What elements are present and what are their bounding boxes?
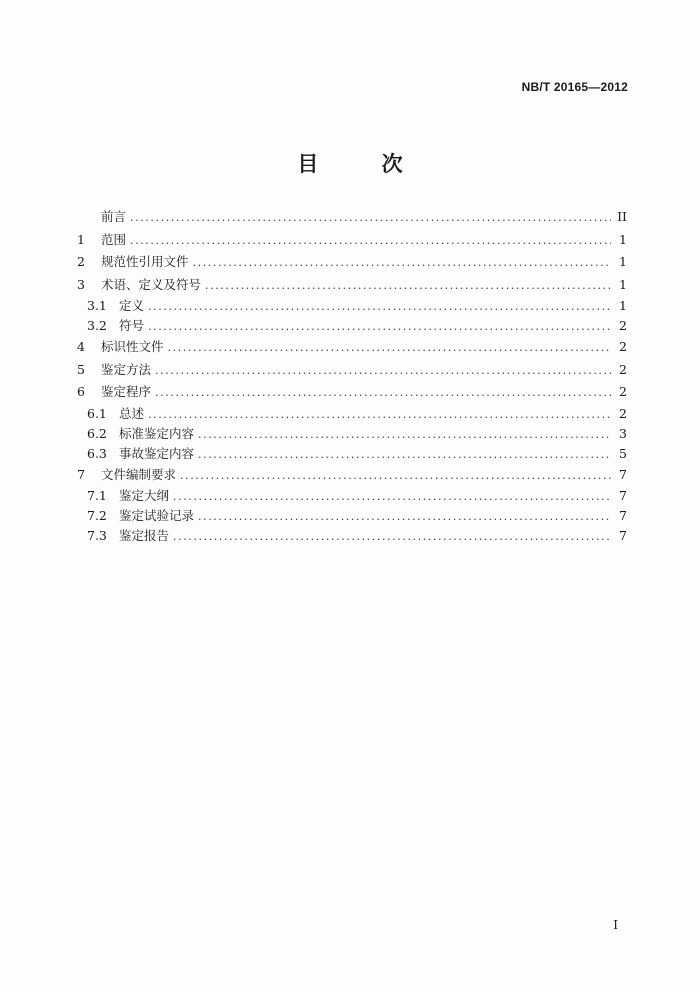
- toc-entry-label: 术语、定义及符号: [101, 276, 202, 292]
- toc-entry-page: 2: [619, 339, 627, 354]
- toc-entry[interactable]: [77, 486, 627, 506]
- toc-entry-number: 3.2: [87, 318, 107, 333]
- toc-dot-leader: [198, 425, 611, 445]
- page-number: I: [613, 918, 618, 932]
- toc-dot-leader: [148, 297, 611, 317]
- toc-entry-label: 前言: [101, 209, 127, 224]
- toc-entry-number: 7: [77, 466, 85, 482]
- toc-dot-leader: [155, 382, 611, 405]
- toc-entry-number: 6: [77, 384, 85, 399]
- toc-entry-number: 6.3: [87, 445, 107, 461]
- toc-entry-label: 定义: [119, 298, 145, 313]
- toc-entry-label: 鉴定试验记录: [119, 508, 195, 523]
- toc-entry-label: 符号: [119, 318, 145, 333]
- toc-entry[interactable]: [77, 296, 627, 316]
- toc-entry-page: II: [617, 209, 627, 224]
- toc-entry-label: 鉴定报告: [119, 528, 170, 543]
- toc-dot-leader: [130, 207, 611, 230]
- toc-entry-page: 1: [619, 276, 627, 292]
- toc-dot-leader: [198, 445, 611, 465]
- toc-entry[interactable]: [77, 444, 627, 464]
- toc-title: 目 次: [297, 152, 431, 176]
- toc-dot-leader: [168, 337, 611, 360]
- toc-entry[interactable]: [77, 404, 627, 424]
- toc-dot-leader: [148, 317, 611, 337]
- toc-entry[interactable]: [77, 316, 627, 336]
- toc-entry-label: 标准鉴定内容: [119, 425, 195, 441]
- table-of-contents: [77, 206, 627, 546]
- toc-entry-page: 7: [619, 528, 627, 543]
- toc-entry-page: 7: [619, 488, 627, 503]
- toc-entry-number: 6.2: [87, 425, 107, 441]
- toc-entry-page: 1: [619, 231, 627, 247]
- toc-entry-page: 2: [619, 384, 627, 399]
- toc-entry-page: 3: [619, 425, 627, 441]
- toc-entry-page: 7: [619, 508, 627, 523]
- toc-entry-page: 2: [619, 318, 627, 333]
- toc-dot-leader: [148, 405, 611, 425]
- toc-entry-label: 文件编制要求: [101, 466, 177, 482]
- toc-entry-number: 1: [77, 231, 85, 247]
- toc-entry-label: 总述: [119, 405, 145, 421]
- toc-dot-leader: [198, 507, 611, 527]
- toc-dot-leader: [130, 230, 611, 253]
- toc-entry[interactable]: [77, 506, 627, 526]
- toc-entry[interactable]: [77, 464, 627, 487]
- toc-entry[interactable]: [77, 359, 627, 382]
- toc-entry-page: 1: [619, 254, 627, 269]
- toc-dot-leader: [205, 275, 611, 298]
- toc-entry-page: 7: [619, 466, 627, 482]
- toc-entry-label: 鉴定大纲: [119, 488, 170, 503]
- toc-entry[interactable]: [77, 229, 627, 252]
- toc-entry-page: 5: [619, 445, 627, 461]
- toc-entry-label: 鉴定方法: [101, 361, 152, 377]
- toc-entry-label: 事故鉴定内容: [119, 445, 195, 461]
- toc-entry-number: 6.1: [87, 405, 107, 421]
- toc-entry-label: 鉴定程序: [101, 384, 152, 399]
- toc-entry-number: 3.1: [87, 298, 107, 313]
- standard-code: NB/T 20165—2012: [521, 80, 628, 94]
- toc-entry[interactable]: [77, 336, 627, 359]
- toc-entry-number: 7.3: [87, 528, 107, 543]
- toc-entry-number: 5: [77, 361, 85, 377]
- toc-dot-leader: [173, 487, 611, 507]
- toc-entry-label: 标识性文件: [101, 339, 164, 354]
- toc-entry[interactable]: [77, 526, 627, 546]
- toc-entry-number: 4: [77, 339, 85, 354]
- toc-entry-number: 7.1: [87, 488, 107, 503]
- toc-entry-number: 7.2: [87, 508, 107, 523]
- toc-entry[interactable]: [77, 381, 627, 404]
- toc-entry[interactable]: [77, 251, 627, 274]
- toc-dot-leader: [155, 360, 611, 383]
- toc-entry-number: 2: [77, 254, 85, 269]
- toc-entry-page: 2: [619, 405, 627, 421]
- toc-entry-label: 规范性引用文件: [101, 254, 189, 269]
- toc-dot-leader: [193, 252, 611, 275]
- toc-dot-leader: [180, 465, 611, 488]
- toc-entry[interactable]: [77, 274, 627, 297]
- toc-dot-leader: [173, 527, 611, 547]
- toc-entry-page: 2: [619, 361, 627, 377]
- toc-entry-label: 范围: [101, 231, 127, 247]
- toc-entry[interactable]: [77, 424, 627, 444]
- toc-entry-number: 3: [77, 276, 85, 292]
- toc-entry-page: 1: [619, 298, 627, 313]
- toc-entry[interactable]: [77, 206, 627, 229]
